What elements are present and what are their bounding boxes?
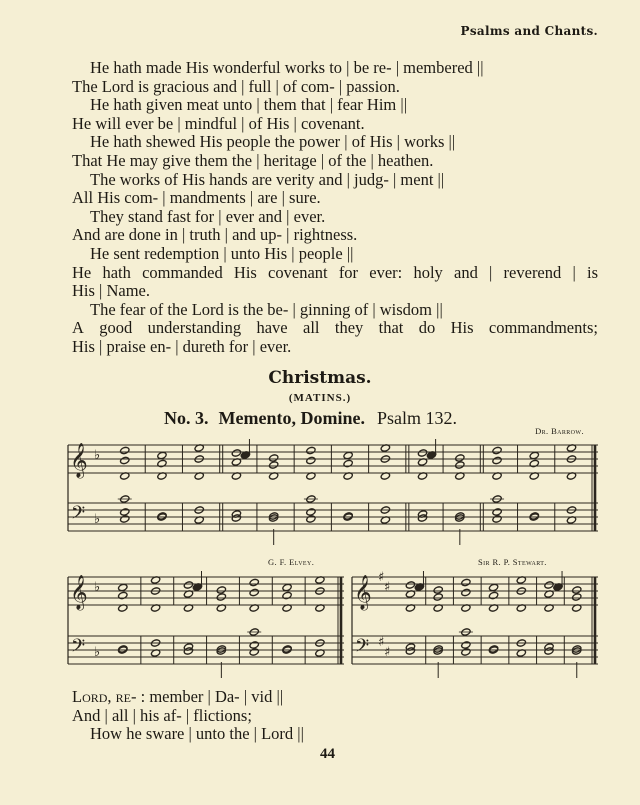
note-head	[306, 446, 316, 454]
psalm-line: The Lord is gracious and | full | of com- | passion.	[72, 76, 400, 96]
chant-number: No. 3.	[164, 408, 209, 428]
opening-line	[72, 707, 304, 726]
treble-clef: 𝄞	[354, 575, 372, 610]
opening-text	[72, 688, 304, 744]
note-head	[183, 581, 193, 589]
key-signature: ♭	[94, 512, 101, 527]
key-signature: ♯	[384, 645, 391, 660]
note-head	[405, 581, 415, 589]
note-head	[455, 454, 465, 462]
psalm-line: The works of His hands are verity and | judg- | ment ||	[90, 169, 445, 189]
note-head	[249, 578, 259, 586]
note-head	[492, 456, 502, 464]
note-head	[282, 583, 292, 591]
chant-name: Memento, Domine.	[218, 408, 365, 428]
note-head	[249, 648, 259, 656]
note-head	[306, 456, 316, 464]
note-head	[433, 586, 443, 594]
note-head	[572, 586, 582, 594]
note-head	[492, 508, 502, 516]
key-signature: ♭	[94, 580, 101, 595]
key-signature: ♯	[378, 570, 385, 585]
treble-clef: 𝄞	[70, 575, 88, 610]
treble-clef: 𝄞	[70, 443, 88, 478]
note-head	[118, 591, 128, 599]
psalm-line: His | praise en- | dureth for | ever.	[72, 336, 292, 356]
note-head	[157, 451, 167, 459]
opening-line	[72, 688, 304, 707]
note-head	[572, 593, 582, 601]
chant-psalm: Psalm 132.	[376, 408, 457, 428]
key-signature: ♭	[94, 645, 101, 660]
psalm-line: He hath commanded His covenant for ever: holy and | reverend | is	[72, 262, 598, 282]
section-subtitle: (MATINS.)	[288, 392, 352, 404]
note-head	[492, 515, 502, 523]
note-head	[343, 459, 353, 467]
psalm-line: He sent redemption | unto His | people ||	[90, 243, 354, 263]
note-head	[249, 588, 259, 596]
note-head	[216, 593, 226, 601]
composer-bottom-left: G. F. Elvey.	[268, 557, 315, 567]
note-head	[461, 588, 471, 596]
key-signature: ♯	[384, 580, 391, 595]
note-head	[120, 456, 130, 464]
note-head	[461, 648, 471, 656]
psalm-line: He will ever be | mindful | of His | covenant.	[72, 113, 365, 133]
key-signature: ♯	[378, 635, 385, 650]
psalm-line: His | Name.	[72, 281, 150, 301]
note-head	[269, 454, 279, 462]
note-head	[216, 586, 226, 594]
page-number: 44	[320, 746, 335, 762]
note-head	[157, 459, 167, 467]
bass-clef: 𝄢	[355, 636, 370, 661]
note-head	[118, 583, 128, 591]
note-head	[455, 461, 465, 469]
note-head	[306, 515, 316, 523]
opening-line-text: And | all | his af- | flictions;	[72, 705, 252, 725]
note-head	[488, 591, 498, 599]
key-signature: ♭	[94, 448, 101, 463]
chant-heading	[164, 408, 457, 429]
note-head	[343, 451, 353, 459]
running-head: Psalms and Chants.	[460, 24, 598, 38]
note-head	[269, 461, 279, 469]
psalm-line: The fear of the Lord is the be- | ginning of | wisdom ||	[90, 299, 443, 319]
opening-line-lead: Lord, re-	[72, 687, 137, 706]
psalm-line: A good understanding have all they that do His commandments;	[72, 318, 598, 338]
psalm-line: He hath given meat unto | them that | fear Him ||	[90, 95, 407, 115]
note-head	[433, 593, 443, 601]
section-title: Christmas.	[268, 368, 372, 388]
note-head	[120, 508, 130, 516]
note-head	[492, 446, 502, 454]
psalm-line: And are done in | truth | and up- | rightness.	[72, 225, 358, 245]
opening-line-text: : member | Da- | vid ||	[136, 687, 284, 706]
note-head	[120, 515, 130, 523]
bass-clef: 𝄢	[71, 636, 86, 661]
psalm-line: They stand fast for | ever and | ever.	[90, 206, 326, 226]
note-head	[120, 446, 130, 454]
note-head	[544, 581, 554, 589]
note-head	[417, 449, 427, 457]
opening-line	[72, 725, 304, 744]
note-head	[282, 591, 292, 599]
note-head	[231, 449, 241, 457]
note-head	[529, 451, 539, 459]
composer-top: Dr. Barrow.	[535, 426, 584, 436]
opening-line-text: How he sware | unto the | Lord ||	[90, 724, 304, 744]
psalm-line: All His com- | mandments | are | sure.	[72, 188, 321, 208]
composer-bottom-right: Sir R. P. Stewart.	[478, 557, 547, 567]
psalm-line: He hath made His wonderful works to | be re- | membered ||	[90, 58, 484, 77]
psalm-line: That He may give them the | heritage | of the | heathen.	[72, 150, 434, 170]
note-head	[529, 459, 539, 467]
psalm-line: He hath shewed His people the power | of His | works ||	[90, 132, 456, 152]
bass-clef: 𝄢	[71, 503, 86, 528]
note-head	[461, 641, 471, 649]
note-head	[306, 508, 316, 516]
note-head	[461, 578, 471, 586]
note-head	[488, 583, 498, 591]
note-head	[249, 641, 259, 649]
